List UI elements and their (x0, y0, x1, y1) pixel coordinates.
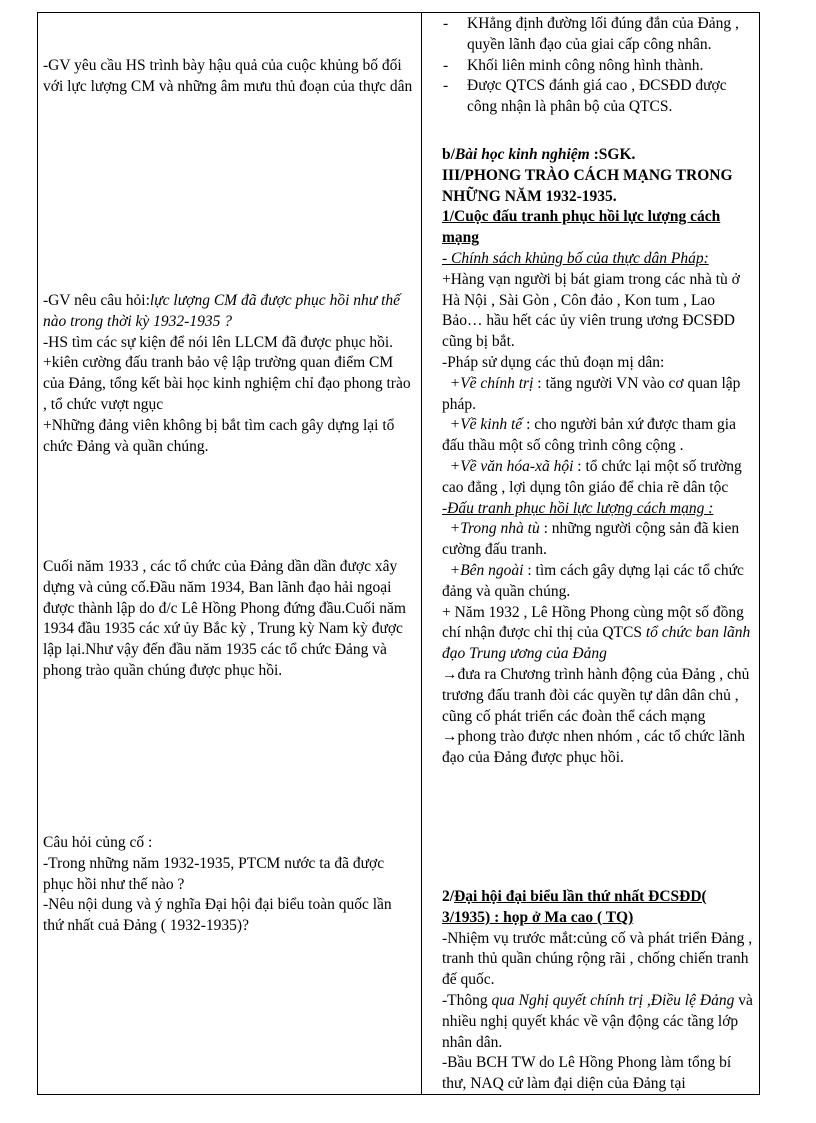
lesson-table (37, 12, 760, 1095)
subsection-heading: 1/Cuộc đấu tranh phục hồi lực lượng cách mạng (442, 208, 721, 247)
list-item: - Khối liên minh công nông hình thành. (443, 56, 704, 74)
paragraph: -Bầu BCH TW do Lê Hồng Phong làm tổng bí thư, NAQ cử làm đại diện của Đảng tại (442, 1054, 732, 1093)
review-title: Câu hỏi củng cố : (43, 834, 153, 851)
significance-list (443, 14, 758, 118)
main-content (442, 145, 758, 769)
topic-heading: -Đấu tranh phục hồi lực lượng cách mạng : (442, 499, 714, 517)
question-recovery (43, 291, 413, 457)
paragraph: + Năm 1932 , Lê Hồng Phong cùng một số đồng chí nhận được chỉ thị của QTCS tổ chức ban lãnh đạo Trung ương của Đảng (442, 603, 751, 663)
subsection-heading: 2/Đại hội đại biểu lần thứ nhất ĐCSĐD( 3/1935) : họp ở Ma cao ( TQ) (442, 888, 707, 926)
list-item: - KHẳng định đường lối đúng đắn của Đảng , quyền lãnh đạo của giai cấp công nhân. (443, 15, 739, 53)
paragraph: -Nhiệm vụ trước mắt:củng cố và phát triển Đảng , tranh thủ quần chúng rộng rãi , chống chiến tranh đế quốc. (442, 929, 753, 989)
paragraph: +Trong nhà tù : những người cộng sản đã kien cường đấu tranh. (442, 520, 740, 559)
paragraph: +Bên ngoài : tìm cách gây dựng lại các tổ chức đảng và quần chúng. (442, 561, 744, 600)
arrow-icon: → (442, 728, 458, 746)
summary-paragraph (43, 557, 413, 682)
paragraph: →đưa ra Chương trình hành động của Đảng , chủ trương đấu tranh đòi các quyền tự dân dân chủ , cũng cố phát triển các đoàn thể cách mạng →phong trào được nhen nhóm , các tổ chức lãnh đạo của Đảng được phục hồi. (442, 665, 750, 767)
review-question: -Trong những năm 1932-1935, PTCM nước ta đã được phục hồi như thế nào ? (43, 854, 385, 893)
question-text: -GV yêu cầu HS trình bày hậu quả của cuộc khủng bố đối với lực lượng CM và những âm mưu thủ đoạn của thực dân (43, 57, 413, 95)
question-text: -GV nêu câu hỏi:lực lượng CM đã được phục hồi như thế nào trong thời kỳ 1932-1935 ? (43, 292, 401, 330)
lesson-heading: b/Bài học kinh nghiệm :SGK. (442, 146, 636, 163)
question-terror (43, 56, 413, 98)
paragraph: +Về kinh tế : cho người bản xứ được tham gia đấu thầu một số công trình công cộng . (442, 416, 736, 455)
paragraph: +Về văn hóa-xã hội : tổ chức lại một số trường cao đẳng , lợi dụng tôn giáo để chia rẽ dân tộc (442, 457, 742, 496)
list-item: - Được QTCS đánh giá cao , ĐCSĐD được công nhận là phân bộ của QTCS. (443, 77, 727, 116)
arrow-icon: → (442, 665, 458, 683)
paragraph: -Thông qua Nghị quyết chính trị ,Điều lệ Đảng và nhiều nghị quyết khác về vận động các tầng lớp nhân dân. (442, 991, 753, 1051)
answer-point: +kiên cường đấu tranh bảo vệ lập trường quan điểm CM của Đảng, tổng kết bài học kinh nghiệm chỉ đạo phong trào , tổ chức vượt ngục (43, 354, 411, 413)
congress-content (442, 887, 758, 1095)
paragraph: +Về chính trị : tăng người VN vào cơ quan lập pháp. (442, 374, 741, 413)
content-column (422, 13, 760, 1094)
review-question: -Nêu nội dung và ý nghĩa Đại hội đại biểu toàn quốc lần thứ nhất cuả Đảng ( 1932-1935)? (43, 896, 392, 935)
paragraph: -Pháp sử dụng các thủ đoạn mị dân: (442, 353, 665, 371)
section-heading: III/PHONG TRÀO CÁCH MẠNG TRONG NHỮNG NĂM 1932-1935. (442, 166, 733, 205)
summary-text: Cuối năm 1933 , các tổ chức của Đảng dần dần được xây dựng và củng cố.Đầu năm 1934, Ban lãnh đạo hải ngoại được thành lập do đ/c Lê Hồng Phong đứng đầu.Cuối năm 1934 đầu 1935 các xứ ủy Bắc kỳ , Trung kỳ Nam kỳ được lập lại.Như vậy đến đầu năm 1935 các tổ chức Đảng và phong trào quần chúng được phục hồi. (43, 558, 406, 679)
answer-point: +Những đảng viên không bị bắt tìm cach gây dựng lại tổ chức Đảng và quần chúng. (43, 416, 395, 455)
review-questions (43, 833, 413, 937)
teacher-activity-column (38, 13, 421, 1094)
topic-heading: - Chính sách khủng bố của thực dân Pháp: (442, 249, 709, 267)
student-task: -HS tìm các sự kiện để nói lên LLCM đã được phục hồi. (43, 333, 393, 351)
paragraph: +Hàng vạn người bị bát giam trong các nhà tù ở Hà Nội , Sài Gòn , Côn đảo , Kon tum , Lao Bảo… hầu hết các ủy viên trung ương ĐCSĐD cũng bị bắt. (442, 270, 740, 351)
